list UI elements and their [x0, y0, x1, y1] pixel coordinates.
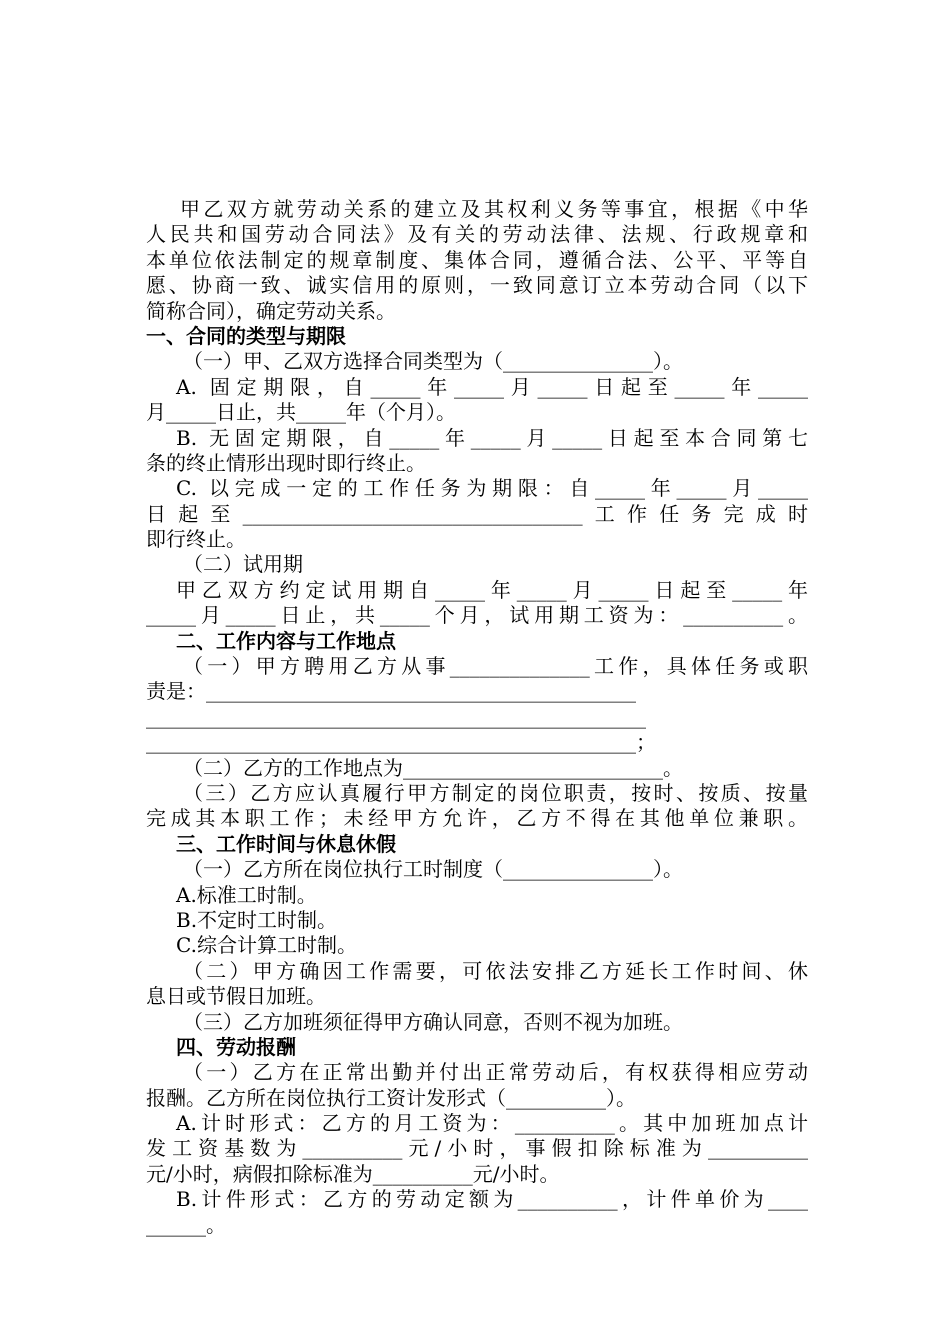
intro-line: 人民共和国劳动合同法》及有关的劳动法律、法规、行政规章和 — [146, 222, 808, 247]
clause-line: 即行终止。 — [146, 527, 246, 552]
clause-line: C. 以完成一定的工作任务为期限：自_____年_____月_____ — [176, 476, 808, 501]
clause-line: （三）乙方应认真履行甲方制定的岗位职责，按时、按质、按量 — [183, 780, 808, 805]
clause-line: 完成其本职工作；未经甲方允许，乙方不得在其他单位兼职。 — [146, 806, 808, 831]
clause-line: 息日或节假日加班。 — [146, 984, 326, 1009]
intro-line: 本单位依法制定的规章制度、集体合同，遵循合法、公平、平等自 — [146, 247, 808, 272]
clause-line: （一）甲、乙双方选择合同类型为（_______________）。 — [183, 349, 683, 374]
clause-line: B.不定时工时制。 — [176, 907, 338, 932]
clause-line: 报酬。乙方所在岗位执行工资计发形式（__________）。 — [146, 1085, 636, 1110]
clause-line: A.标准工时制。 — [176, 882, 317, 907]
contract-page — [146, 197, 808, 1238]
clause-line: A.计时形式：乙方的月工资为：__________。其中加班加点计 — [176, 1111, 808, 1136]
clause-line: （一）乙方在正常出勤并付出正常劳动后，有权获得相应劳动 — [183, 1060, 808, 1085]
clause-line: （一）乙方所在岗位执行工时制度（_______________）。 — [183, 857, 683, 882]
clause-line: _____月_____日止，共_____个月，试用期工资为：__________。 — [146, 603, 808, 628]
section-heading-contract-type: 一、合同的类型与期限 — [146, 323, 346, 348]
section-heading-remuneration: 四、劳动报酬 — [176, 1034, 296, 1059]
clause-line: 元/小时，病假扣除标准为__________元/小时。 — [146, 1161, 560, 1186]
clause-line: （二）甲方确因工作需要，可依法安排乙方延长工作时间、休 — [183, 958, 808, 983]
clause-line: 条的终止情形出现时即行终止。 — [146, 450, 426, 475]
clause-line: （二）试用期 — [183, 552, 303, 577]
clause-line: （二）乙方的工作地点为__________________________。 — [183, 755, 683, 780]
clause-line: B.计件形式：乙方的劳动定额为__________，计件单价为____ — [176, 1187, 808, 1212]
intro-line: 简称合同），确定劳动关系。 — [146, 298, 396, 323]
clause-line: 甲乙双方约定试用期自_____年_____月_____日起至_____年 — [176, 577, 808, 602]
clause-line: 月_____日止，共_____年（个月）。 — [146, 400, 456, 425]
clause-line: B. 无固定期限，自_____年_____月_____日起至本合同第七 — [176, 425, 808, 450]
clause-line: 日起至__________________________________工作任务完成时 — [146, 501, 808, 526]
intro-line: 甲乙双方就劳动关系的建立及其权利义务等事宜，根据《中华 — [180, 197, 808, 221]
clause-line: 发工资基数为__________元/小时，事假扣除标准为__________ — [146, 1136, 808, 1161]
section-heading-working-hours: 三、工作时间与休息休假 — [176, 831, 396, 856]
clause-line: _________________________________________________； — [146, 730, 656, 755]
clause-line: （一）甲方聘用乙方从事______________工作，具体任务或职 — [183, 654, 808, 679]
clause-line: ______。 — [146, 1212, 226, 1237]
clause-line: A. 固定期限，自_____年_____月_____日起至_____年_____ — [176, 374, 808, 399]
intro-line: 愿、协商一致、诚实信用的原则，一致同意订立本劳动合同（以下 — [146, 273, 808, 298]
clause-line: C.综合计算工时制。 — [176, 933, 357, 958]
clause-line: __________________________________________________ — [146, 704, 646, 729]
clause-line: 责是：___________________________________________ — [146, 679, 636, 704]
clause-line: （三）乙方加班须征得甲方确认同意，否则不视为加班。 — [183, 1009, 683, 1034]
section-heading-work-content: 二、工作内容与工作地点 — [176, 628, 396, 653]
